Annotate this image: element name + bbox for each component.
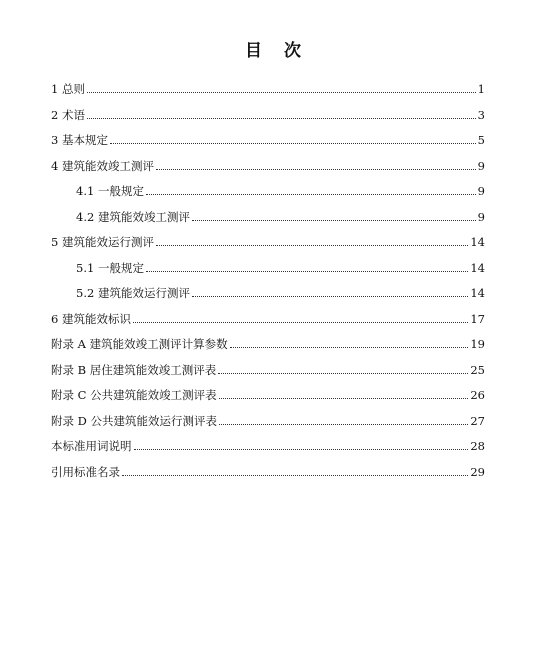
toc-entry-label: 附录 A 建筑能效竣工测评计算参数 [51, 337, 228, 351]
toc-entry-label: 本标准用词说明 [51, 439, 132, 453]
toc-dot-leader [87, 91, 476, 93]
toc-entry-page: 14 [470, 286, 485, 300]
toc-dot-leader [146, 270, 468, 272]
toc-entry-label: 4.2 建筑能效竣工测评 [76, 209, 190, 224]
toc-entry-page: 26 [470, 388, 485, 402]
toc-entry[interactable] [51, 132, 485, 158]
toc-entry-page: 19 [470, 337, 485, 351]
toc-dot-leader [219, 397, 469, 399]
toc-dot-leader [218, 372, 468, 374]
toc-subentry[interactable] [51, 209, 485, 235]
toc-entry-label: 5 建筑能效运行测评 [51, 235, 154, 249]
toc-entry-label: 1 总则 [51, 82, 85, 96]
toc-entry[interactable] [51, 362, 485, 388]
toc-entry[interactable] [51, 464, 485, 490]
toc-entry-label: 2 术语 [51, 107, 85, 122]
toc-entry-label: 附录 B 居住建筑能效竣工测评表 [51, 362, 217, 377]
toc-entry-page: 17 [470, 311, 485, 326]
toc-dot-leader [219, 423, 468, 425]
toc-dot-leader [133, 321, 468, 323]
toc-entry[interactable] [51, 413, 485, 439]
toc-entry-page: 3 [477, 107, 485, 122]
toc-dot-leader [146, 193, 476, 195]
toc-entry-label: 3 基本规定 [51, 133, 108, 147]
page-title: 目 次 [245, 41, 302, 61]
toc-entry[interactable] [51, 387, 485, 413]
toc-dot-leader [110, 142, 476, 144]
toc-subentry[interactable] [51, 183, 485, 209]
toc-entry-page: 9 [477, 158, 485, 173]
toc-entry-page: 9 [477, 209, 485, 224]
toc-dot-leader [156, 244, 468, 246]
toc-dot-leader [122, 474, 468, 476]
toc-entry-label: 4 建筑能效竣工测评 [51, 158, 154, 173]
toc-entry-page: 5 [477, 133, 485, 147]
toc-entry[interactable] [51, 234, 485, 260]
toc-subentry[interactable] [51, 285, 485, 311]
toc-entry-label: 附录 D 公共建筑能效运行测评表 [51, 413, 218, 428]
toc-entry-page: 14 [470, 260, 485, 275]
toc-dot-leader [87, 117, 476, 119]
toc-dot-leader [192, 295, 468, 297]
toc-entry[interactable] [51, 311, 485, 337]
toc-entry[interactable] [51, 336, 485, 362]
toc-dot-leader [192, 219, 476, 221]
toc-entry-page: 28 [470, 439, 485, 453]
toc-entry[interactable] [51, 158, 485, 184]
toc-entry-page: 1 [477, 82, 485, 96]
toc-entry-label: 附录 C 公共建筑能效竣工测评表 [51, 388, 217, 402]
toc-dot-leader [156, 168, 476, 170]
toc-entry-page: 9 [477, 184, 485, 198]
toc-entry-page: 27 [470, 413, 485, 428]
toc-entry[interactable] [51, 438, 485, 464]
toc-entry[interactable] [51, 107, 485, 133]
toc-entry-label: 5.1 一般规定 [76, 260, 144, 275]
toc-dot-leader [230, 346, 469, 348]
toc-entry-page: 29 [470, 464, 485, 479]
toc-dot-leader [134, 448, 469, 450]
toc-entry-label: 6 建筑能效标识 [51, 311, 131, 326]
toc-entry[interactable] [51, 81, 485, 107]
table-of-contents [51, 81, 485, 489]
toc-entry-label: 引用标准名录 [51, 464, 120, 479]
toc-entry-label: 4.1 一般规定 [76, 184, 144, 198]
toc-entry-label: 5.2 建筑能效运行测评 [76, 286, 190, 300]
toc-entry-page: 25 [470, 362, 485, 377]
toc-entry-page: 14 [470, 235, 485, 249]
toc-subentry[interactable] [51, 260, 485, 286]
